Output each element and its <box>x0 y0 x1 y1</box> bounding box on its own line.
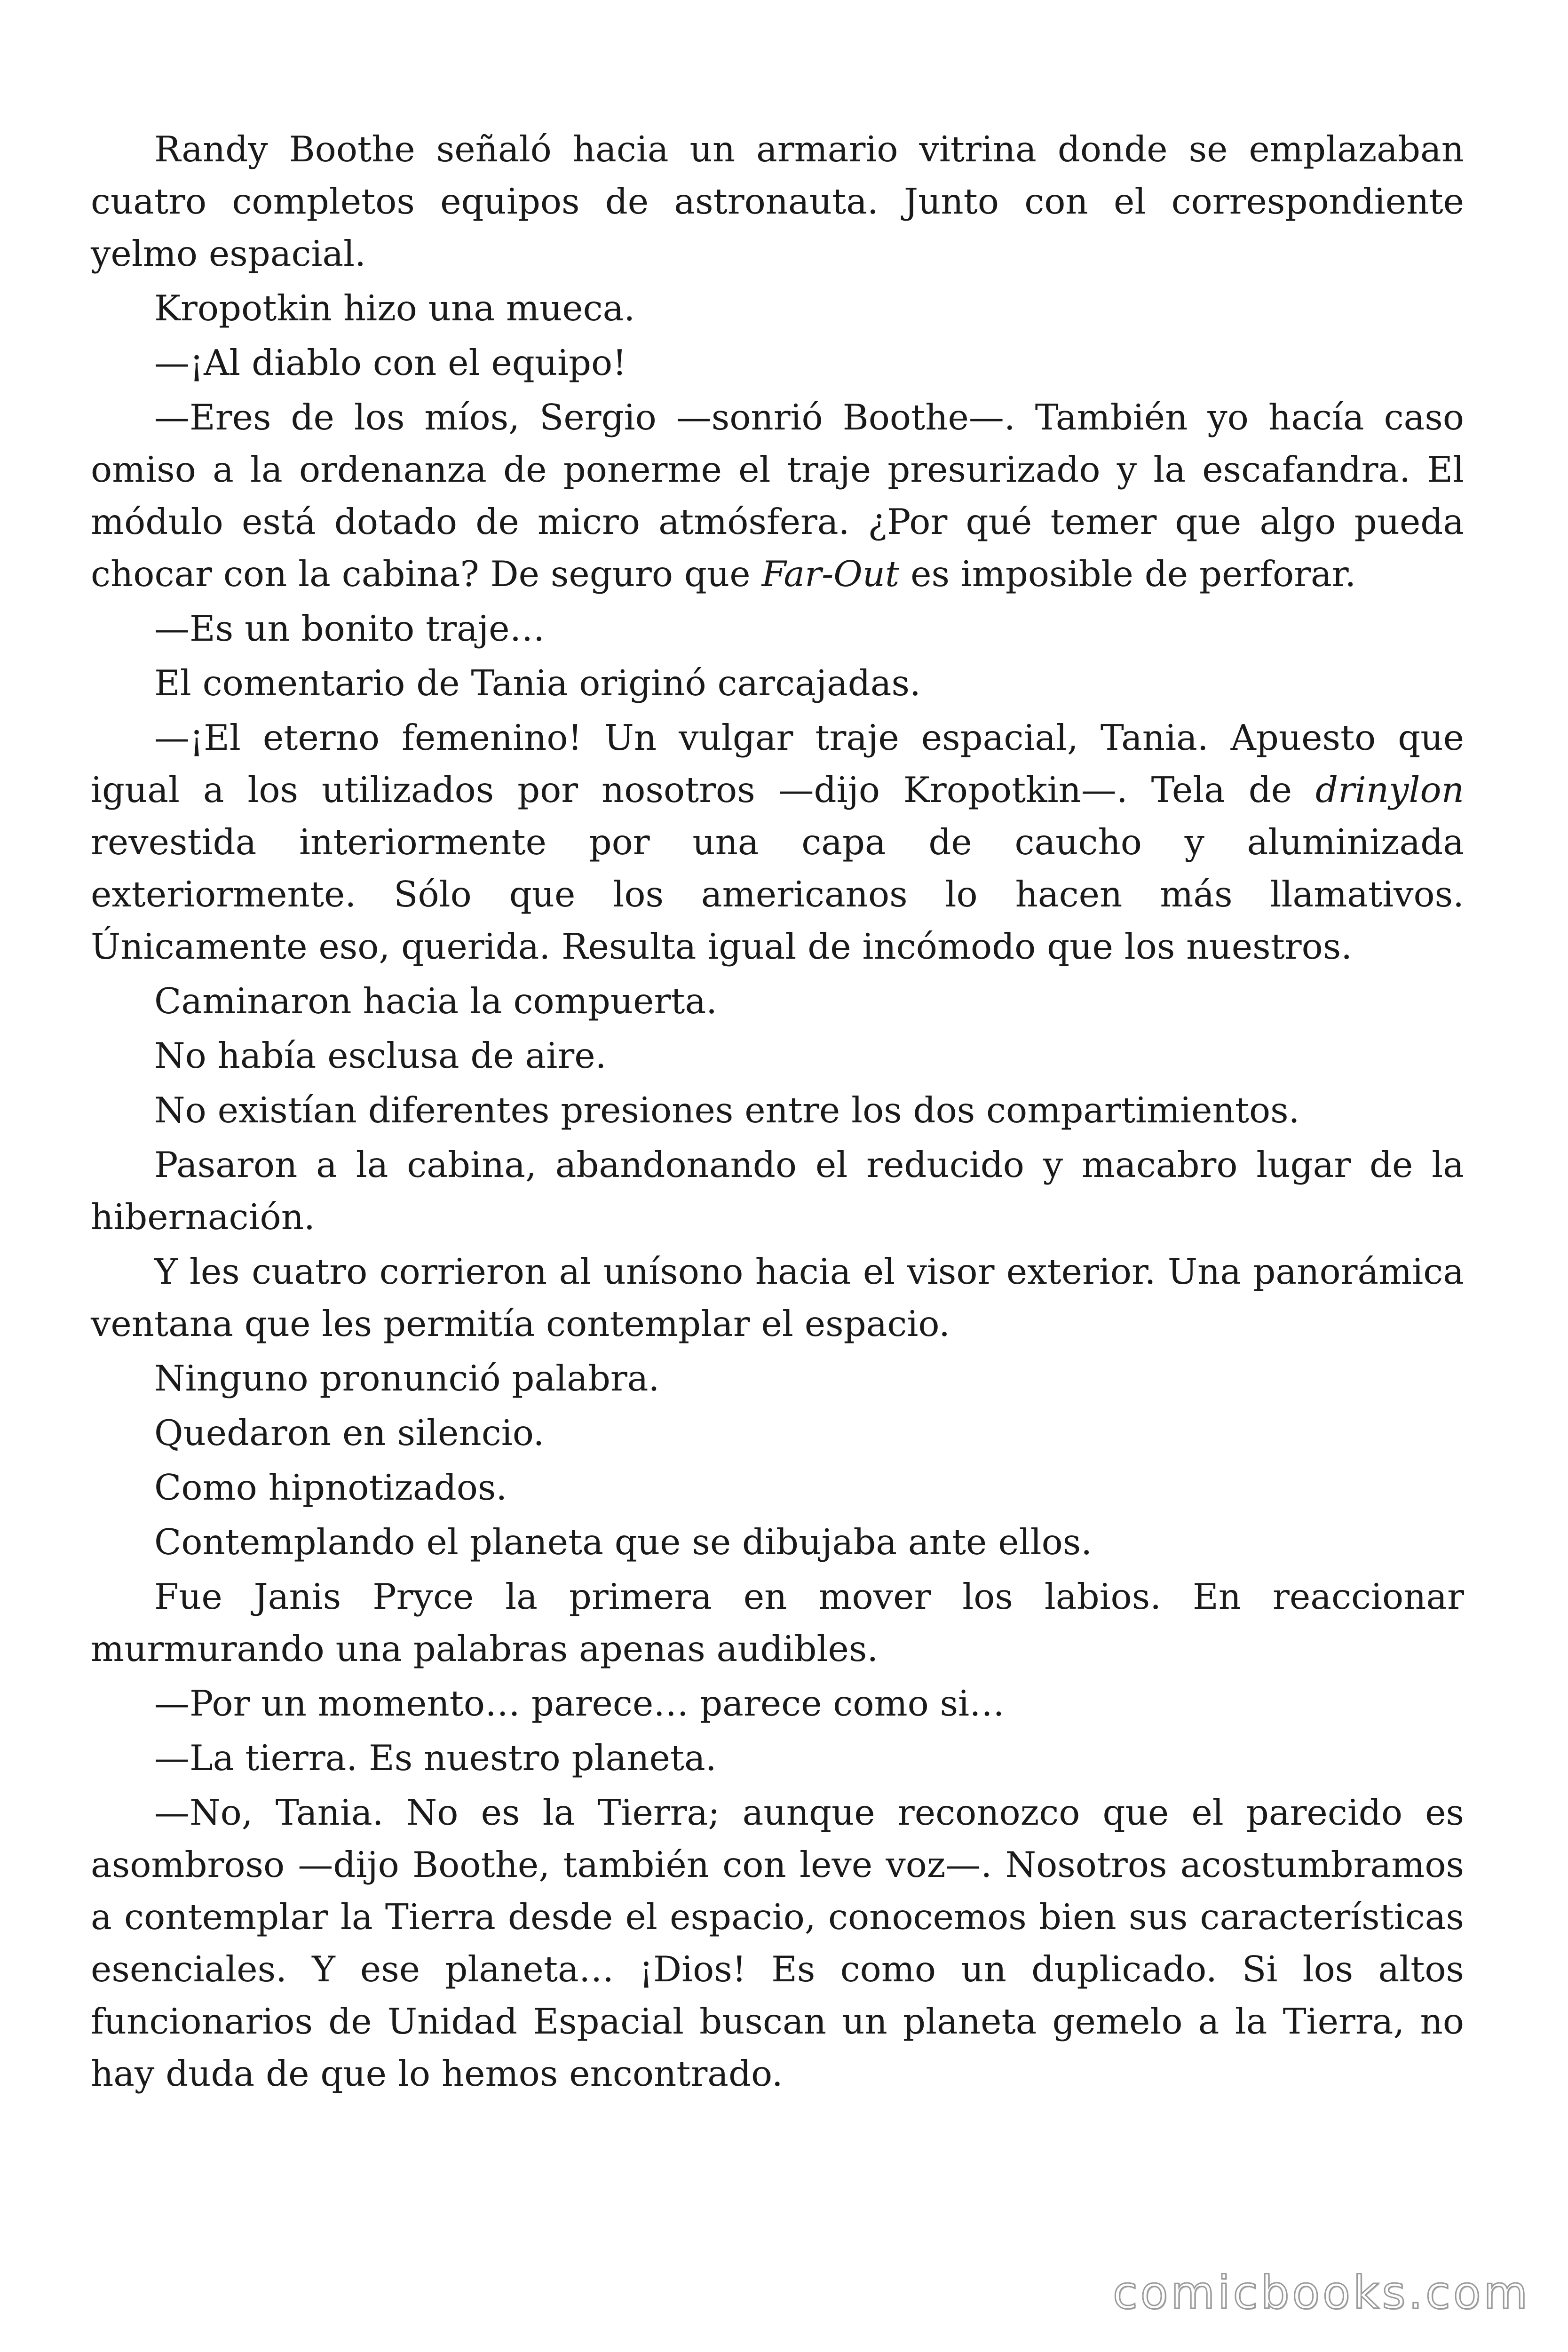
italic-text: Far-Out <box>761 553 900 595</box>
paragraph <box>91 1352 1464 1407</box>
paragraph <box>91 282 1464 337</box>
text-segment: Como hipnotizados. <box>154 1467 507 1508</box>
paragraph <box>91 603 1464 657</box>
text-segment: es imposible de perforar. <box>899 553 1356 595</box>
text-segment: No había esclusa de aire. <box>154 1035 607 1076</box>
body-text <box>91 123 1464 2102</box>
paragraph <box>91 1407 1464 1462</box>
text-segment: —Eres de los míos, Sergio —sonrió Boothe—. También yo hacía caso omiso a la ordenanza de ponerme el traje presurizado y la escafandra. El módulo está dotado de micro atmósfera. ¿Por qué temer que algo pueda chocar con la cabina? De seguro que <box>91 397 1464 595</box>
text-segment: Kropotkin hizo una mueca. <box>154 287 635 329</box>
text-segment: Caminaron hacia la compuerta. <box>154 980 717 1022</box>
paragraph <box>91 712 1464 975</box>
paragraph <box>91 1571 1464 1677</box>
paragraph <box>91 1030 1464 1084</box>
text-segment: Y les cuatro corrieron al unísono hacia el visor exterior. Una panorámica ventana que les permitía contemplar el espacio. <box>91 1251 1464 1344</box>
paragraph <box>91 975 1464 1030</box>
text-segment: Randy Boothe señaló hacia un armario vitrina donde se emplazaban cuatro completos equipos de astronauta. Junto con el correspondiente yelmo espacial. <box>91 128 1464 274</box>
text-segment: —La tierra. Es nuestro planeta. <box>154 1737 717 1779</box>
paragraph <box>91 1677 1464 1732</box>
text-segment: El comentario de Tania originó carcajadas. <box>154 662 921 704</box>
paragraph <box>91 1516 1464 1571</box>
text-segment: No existían diferentes presiones entre los dos compartimientos. <box>154 1089 1300 1131</box>
paragraph <box>91 657 1464 712</box>
text-segment: Pasaron a la cabina, abandonando el reducido y macabro lugar de la hibernación. <box>91 1144 1464 1238</box>
text-segment: —Por un momento… parece… parece como si… <box>154 1683 1005 1724</box>
text-segment: Ninguno pronunció palabra. <box>154 1358 660 1399</box>
paragraph <box>91 1462 1464 1516</box>
paragraph <box>91 1732 1464 1787</box>
text-segment: Contemplando el planeta que se dibujaba ante ellos. <box>154 1521 1093 1563</box>
paragraph <box>91 1787 1464 2102</box>
paragraph <box>91 1246 1464 1352</box>
text-segment: —¡El eterno femenino! Un vulgar traje espacial, Tania. Apuesto que igual a los utilizados por nosotros —dijo Kropotkin—. Tela de <box>91 717 1464 810</box>
paragraph <box>91 337 1464 391</box>
paragraph <box>91 123 1464 282</box>
paragraph <box>91 1139 1464 1246</box>
italic-text: drinylon <box>1315 769 1464 810</box>
text-segment: revestida interiormente por una capa de caucho y aluminizada exteriormente. Sólo que los americanos lo hacen más llamativos. Únicamente eso, querida. Resulta igual de incómodo que los nuestros. <box>91 821 1464 967</box>
text-segment: Quedaron en silencio. <box>154 1412 545 1454</box>
text-segment: —¡Al diablo con el equipo! <box>154 342 627 383</box>
text-segment: Fue Janis Pryce la primera en mover los labios. En reaccionar murmurando una palabras apenas audibles. <box>91 1576 1464 1669</box>
text-segment: —No, Tania. No es la Tierra; aunque reconozco que el parecido es asombroso —dijo Boothe, también con leve voz—. Nosotros acostumbramos a contemplar la Tierra desde el espacio, conocemos bien sus características esenciales. Y ese planeta… ¡Dios! Es como un duplicado. Si los altos funcionarios de Unidad Espacial buscan un planeta gemelo a la Tierra, no hay duda de que lo hemos encontrado. <box>91 1792 1464 2094</box>
paragraph <box>91 1084 1464 1139</box>
paragraph <box>91 391 1464 603</box>
text-segment: —Es un bonito traje… <box>154 608 545 649</box>
watermark: comicbooks.com <box>1112 2266 1530 2319</box>
